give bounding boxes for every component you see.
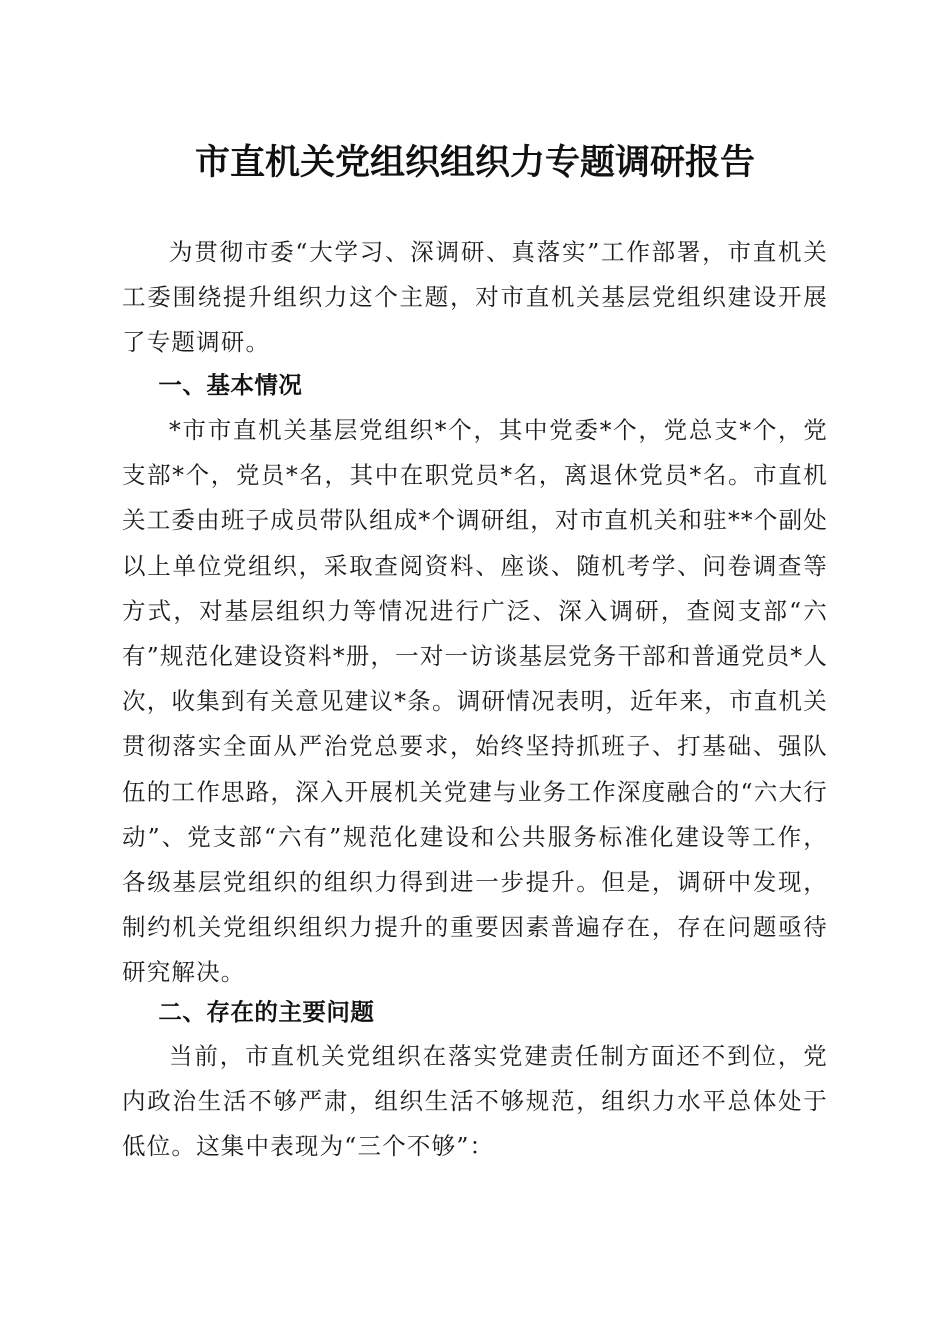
basic-situation-paragraph: *市市直机关基层党组织*个，其中党委*个，党总支*个，党支部*个，党员*名，其中在职党员*名，离退休党员*名。市直机关工委由班子成员带队组成*个调研组，对市直机关和驻**个副处以上单位党组织，采取查阅资料、座谈、随机考学、问卷调查等方式，对基层组织力等情况进行广泛、深入调研，查阅支部“六有”规范化建设资料*册，一对一访谈基层党务干部和普通党员*人次，收集到有关意见建议*条。调研情况表明，近年来，市直机关贯彻落实全面从严治党总要求，始终坚持抓班子、打基础、强队伍的工作思路，深入开展机关党建与业务工作深度融合的“六大行动”、党支部“六有”规范化建设和公共服务标准化建设等工作，各级基层党组织的组织力得到进一步提升。但是，调研中发现，制约机关党组织组织力提升的重要因素普遍存在，存在问题亟待研究解决。 [122, 416, 829, 987]
main-problems-paragraph: 当前，市直机关党组织在落实党建责任制方面还不到位，党内政治生活不够严肃，组织生活不够规范，组织力水平总体处于低位。这集中表现为“三个不够”： [122, 1042, 828, 1161]
document-title: 市直机关党组织组织力专题调研报告 [194, 142, 755, 183]
section-heading-main-problems: 二、存在的主要问题 [158, 998, 375, 1026]
section-heading-basic-situation: 一、基本情况 [158, 371, 303, 399]
intro-paragraph: 为贯彻市委“大学习、深调研、真落实”工作部署，市直机关工委围绕提升组织力这个主题，对市直机关基层党组织建设开展了专题调研。 [122, 238, 828, 357]
